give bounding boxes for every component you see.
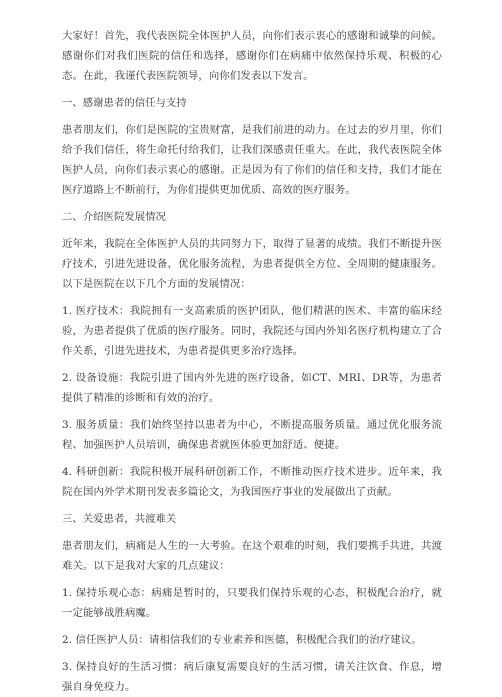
- section-3-item-3: 3. 保持良好的生活习惯：病后康复需要良好的生活习惯，请关注饮食、作息，增强自身免疫力。: [62, 661, 442, 693]
- section-2-item-2: 2. 设备设施：我院引进了国内外先进的医疗设备，如CT、MRI、DR等，为患者提供了精准的诊断和有效的治疗。: [62, 372, 442, 404]
- section-2-item-3: 3. 服务质量：我们始终坚持以患者为中心，不断提高服务质量。通过优化服务流程、加强医护人员培训，确保患者就医体验更加舒适、便捷。: [62, 419, 442, 451]
- document-page: [62, 26, 442, 697]
- section-3-item-1: 1. 保持乐观心态：病痛是暂时的，只要我们保持乐观的心态，积极配合治疗，就一定能够战胜病魔。: [62, 587, 442, 619]
- section-1-body: 患者朋友们，你们是医院的宝贵财富，是我们前进的动力。在过去的岁月里，你们给予我们信任，将生命托付给我们，让我们深感责任重大。在此，我代表医院全体医护人员，向你们表示衷心的感谢。正是因为有了你们的信任和支持，我们才能在医疗道路上不断前行，为你们提供更加优质、高效的医疗服务。: [62, 124, 442, 196]
- section-2-item-1: 1. 医疗技术：我院拥有一支高素质的医护团队，他们精湛的医术、丰富的临床经验，为患者提供了优质的医疗服务。同时，我院还与国内外知名医疗机构建立了合作关系，引进先进技术，为患者提供更多治疗选择。: [62, 305, 442, 357]
- intro-paragraph: 大家好！首先，我代表医院全体医护人员，向你们表示衷心的感谢和诚挚的问候。感谢你们对我们医院的信任和选择，感谢你们在病痛中依然保持乐观、积极的心态。在此，我谨代表医院领导，向你们发表以下发言。: [62, 30, 442, 82]
- section-2-item-4: 4. 科研创新：我院积极开展科研创新工作，不断推动医疗技术进步。近年来，我院在国内外学术期刊发表多篇论文，为我国医疗事业的发展做出了贡献。: [62, 466, 442, 498]
- section-3-body: 患者朋友们，病痛是人生的一大考验。在这个艰难的时刻，我们要携手共进，共渡难关。以下是我对大家的几点建议：: [62, 540, 442, 572]
- section-3-item-2: 2. 信任医护人员：请相信我们的专业素养和医德，积极配合我们的治疗建议。: [62, 634, 422, 646]
- section-2-heading: 二、介绍医院发展情况: [62, 211, 166, 223]
- section-2-body: 近年来，我院在全体医护人员的共同努力下，取得了显著的成绩。我们不断提升医疗技术，引进先进设备，优化服务流程，为患者提供全方位、全周期的健康服务。以下是医院在以下几个方面的发展情况：: [62, 238, 442, 290]
- section-3-heading: 三、关爱患者，共渡难关: [62, 513, 177, 525]
- section-1-heading: 一、感谢患者的信任与支持: [62, 97, 187, 109]
